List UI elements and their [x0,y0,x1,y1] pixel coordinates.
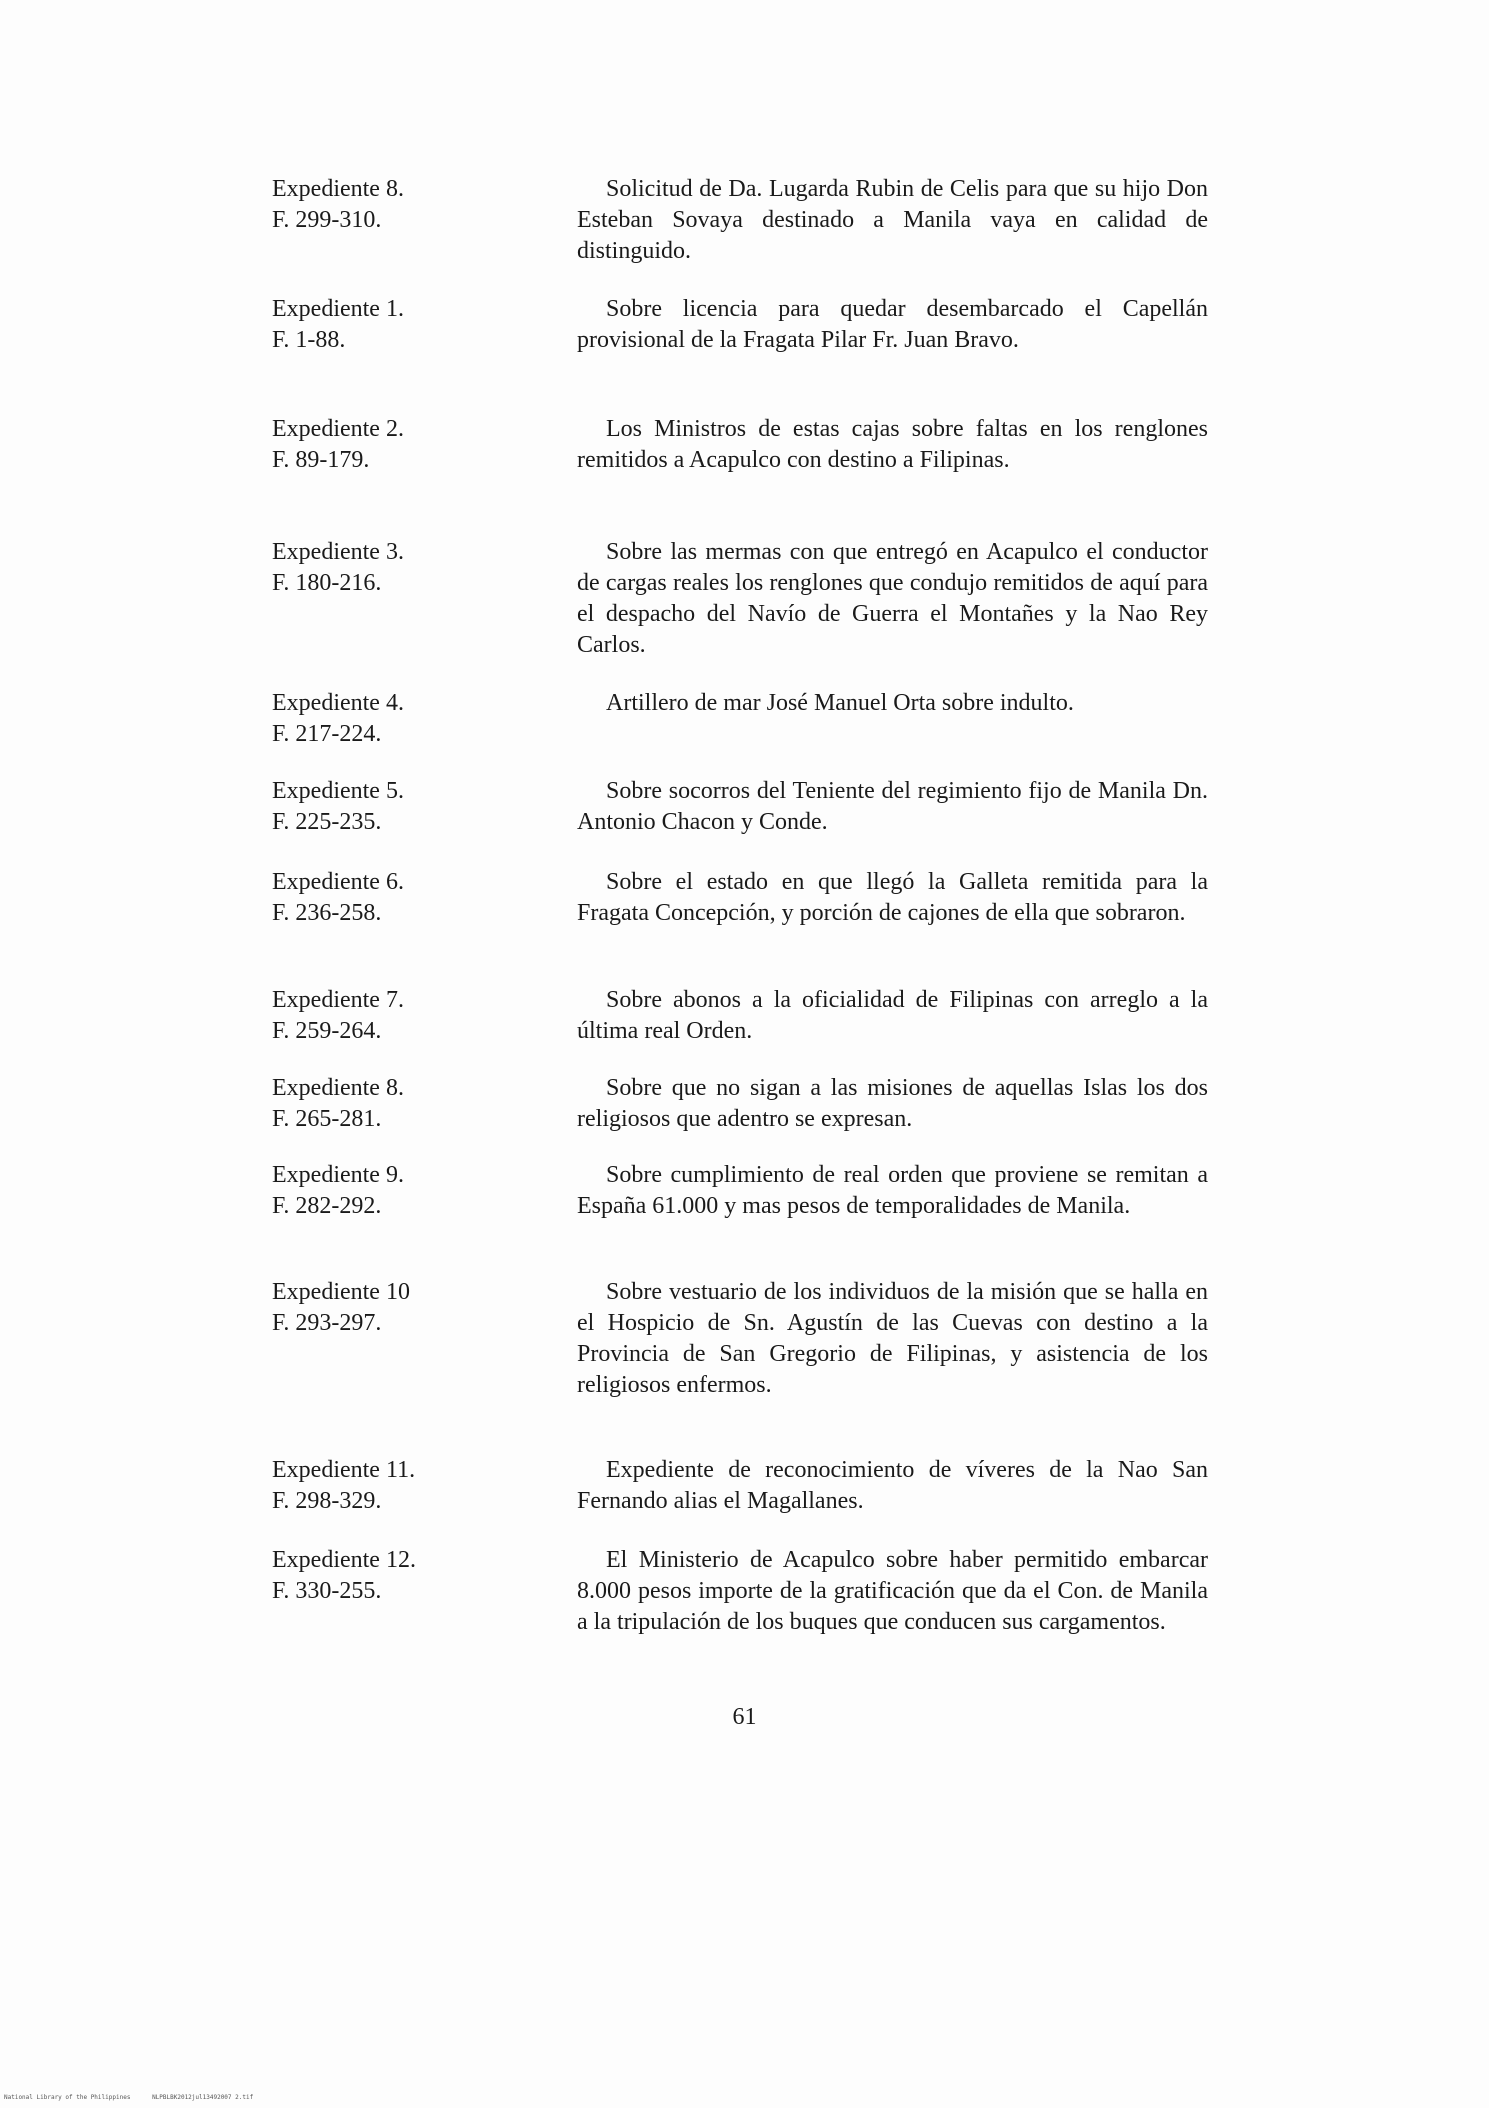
library-credit: National Library of the Philippines [4,2094,131,2101]
file-identifier: NLPBLBK2012jul13492007 2.tif [152,2094,254,2101]
scan-credit [4,2094,271,2102]
entry-description: Sobre que no sigan a las misiones de aquellas Islas los dos religiosos que adentro se expresan. [577,1075,1208,1132]
page-number: 61 [732,1704,757,1730]
entry-reference [272,985,472,1047]
entry-reference [272,414,472,476]
expediente-number: Expediente 10 [272,1279,410,1305]
expediente-number: Expediente 9. [272,1162,404,1188]
entry-description: Sobre vestuario de los individuos de la misión que se halla en el Hospicio de Sn. Agustín de las Cuevas con destino a la Provincia de San Gregorio de Filipinas, y asistencia de los religiosos enfermos. [577,1279,1208,1398]
folio-range: F. 236-258. [272,900,382,926]
folio-range: F. 293-297. [272,1310,382,1336]
expediente-number: Expediente 12. [272,1547,416,1573]
entry-description: Sobre las mermas con que entregó en Acapulco el conductor de cargas reales los renglones que condujo remitidos de aquí para el despacho del Navío de Guerra el Montañes y la Nao Rey Carlos. [577,539,1208,658]
folio-range: F. 282-292. [272,1193,382,1219]
folio-range: F. 330-255. [272,1578,382,1604]
folio-range: F. 1-88. [272,327,346,353]
folio-range: F. 265-281. [272,1106,382,1132]
entry-reference [272,688,472,750]
expediente-number: Expediente 8. [272,1075,404,1101]
folio-range: F. 217-224. [272,721,382,747]
entry-reference [272,1455,472,1517]
folio-range: F. 180-216. [272,570,382,596]
entry-description: Solicitud de Da. Lugarda Rubin de Celis para que su hijo Don Esteban Sovaya destinado a Manila vaya en calidad de distinguido. [577,176,1208,264]
expediente-number: Expediente 8. [272,176,404,202]
folio-range: F. 298-329. [272,1488,382,1514]
entry-description: El Ministerio de Acapulco sobre haber permitido embarcar 8.000 pesos importe de la gratificación que da el Con. de Manila a la tripulación de los buques que conducen sus cargamentos. [577,1547,1208,1635]
entry-reference [272,174,472,236]
expediente-number: Expediente 4. [272,690,404,716]
entry-reference [272,294,472,356]
entry-description: Los Ministros de estas cajas sobre faltas en los renglones remitidos a Acapulco con destino a Filipinas. [577,416,1208,473]
folio-range: F. 259-264. [272,1018,382,1044]
entry-reference [272,776,472,838]
entry-reference [272,537,472,599]
expediente-number: Expediente 3. [272,539,404,565]
entry-description: Sobre licencia para quedar desembarcado el Capellán provisional de la Fragata Pilar Fr. Juan Bravo. [577,296,1208,353]
expediente-number: Expediente 5. [272,778,404,804]
entry-reference [272,1160,472,1222]
entry-reference [272,1277,472,1339]
entry-description: Sobre abonos a la oficialidad de Filipinas con arreglo a la última real Orden. [577,987,1208,1044]
entry-description: Sobre el estado en que llegó la Galleta remitida para la Fragata Concepción, y porción de cajones de ella que sobraron. [577,869,1208,926]
entry-description: Sobre socorros del Teniente del regimiento fijo de Manila Dn. Antonio Chacon y Conde. [577,778,1208,835]
expediente-number: Expediente 1. [272,296,404,322]
entry-reference [272,1545,472,1607]
entry-description: Artillero de mar José Manuel Orta sobre indulto. [606,690,1074,716]
folio-range: F. 299-310. [272,207,382,233]
entry-reference [272,1073,472,1135]
expediente-number: Expediente 11. [272,1457,416,1483]
folio-range: F. 225-235. [272,809,382,835]
entry-description: Sobre cumplimiento de real orden que proviene se remitan a España 61.000 y mas pesos de temporalidades de Manila. [577,1162,1208,1219]
expediente-number: Expediente 6. [272,869,404,895]
folio-range: F. 89-179. [272,447,370,473]
expediente-number: Expediente 7. [272,987,404,1013]
entry-reference [272,867,472,929]
entry-description: Expediente de reconocimiento de víveres de la Nao San Fernando alias el Magallanes. [577,1457,1208,1514]
expediente-number: Expediente 2. [272,416,404,442]
